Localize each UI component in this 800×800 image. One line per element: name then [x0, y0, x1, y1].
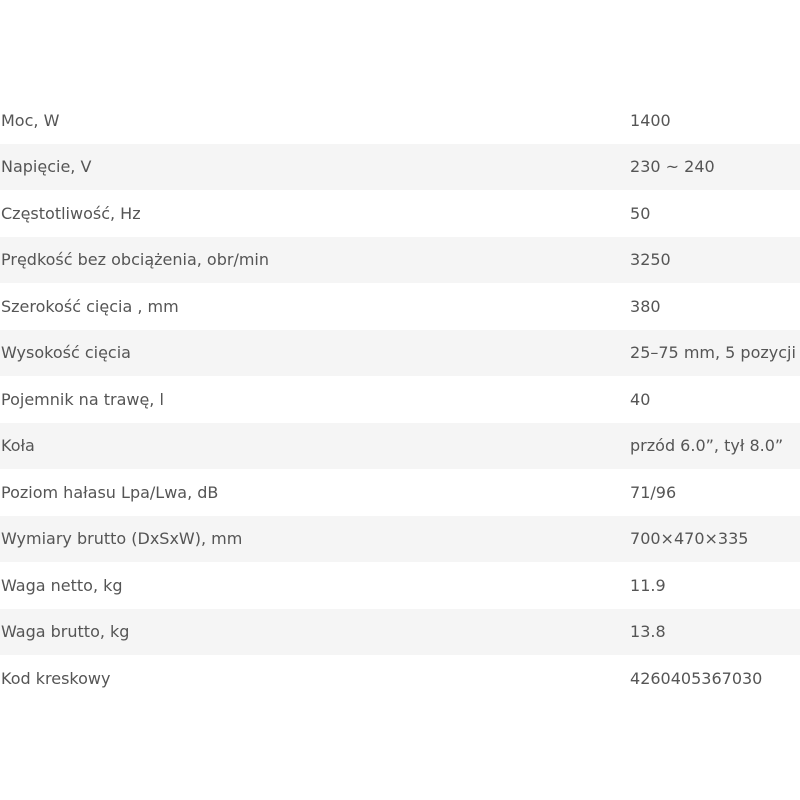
spec-value: 4260405367030 [630, 668, 763, 688]
spec-row [0, 144, 800, 191]
spec-row [0, 516, 800, 563]
spec-row [0, 562, 800, 609]
spec-row [0, 376, 800, 423]
spec-row [0, 97, 800, 144]
spec-label: Szerokość cięcia , mm [1, 296, 179, 316]
spec-value: przód 6.0”, tył 8.0” [630, 436, 784, 456]
spec-table [0, 97, 800, 702]
spec-value: 380 [630, 296, 661, 316]
spec-table-body [0, 97, 800, 702]
spec-label: Wysokość cięcia [1, 343, 131, 363]
spec-value: 40 [630, 389, 651, 409]
spec-value: 230 ~ 240 [630, 157, 715, 177]
spec-row [0, 330, 800, 377]
spec-row [0, 237, 800, 284]
spec-value: 50 [630, 203, 651, 223]
spec-value: 71/96 [630, 482, 677, 502]
spec-row [0, 609, 800, 656]
spec-row [0, 283, 800, 330]
spec-value: 25–75 mm, 5 pozycji [630, 343, 796, 363]
spec-row [0, 190, 800, 237]
spec-label: Waga netto, kg [1, 575, 123, 595]
spec-value: 3250 [630, 250, 671, 270]
spec-row [0, 655, 800, 702]
spec-value: 11.9 [630, 575, 666, 595]
spec-label: Waga brutto, kg [1, 622, 130, 642]
spec-value: 13.8 [630, 622, 666, 642]
spec-row [0, 423, 800, 470]
spec-label: Wymiary brutto (DxSxW), mm [1, 529, 243, 549]
spec-label: Częstotliwość, Hz [1, 203, 141, 223]
spec-label: Napięcie, V [1, 157, 92, 177]
spec-value: 700×470×335 [630, 529, 749, 549]
spec-label: Moc, W [1, 110, 60, 130]
spec-label: Koła [1, 436, 35, 456]
spec-label: Poziom hałasu Lpa/Lwa, dB [1, 482, 219, 502]
spec-row [0, 469, 800, 516]
spec-label: Pojemnik na trawę, l [1, 389, 164, 409]
spec-value: 1400 [630, 110, 671, 130]
spec-label: Kod kreskowy [1, 668, 111, 688]
spec-label: Prędkość bez obciążenia, obr/min [1, 250, 270, 270]
